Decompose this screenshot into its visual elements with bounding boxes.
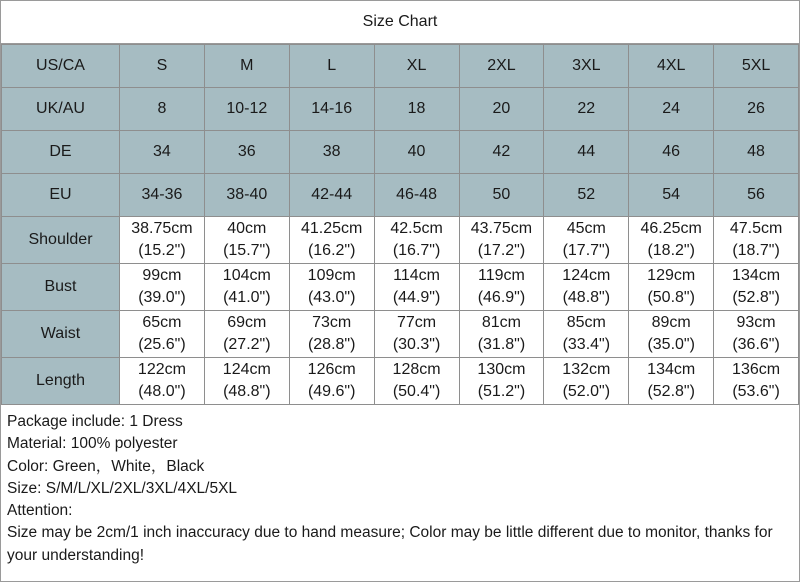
measure-cell xyxy=(544,311,629,358)
size-cell: 46-48 xyxy=(374,174,459,217)
measure-cell xyxy=(204,358,289,405)
product-info xyxy=(1,405,799,567)
inch-value: (18.7") xyxy=(732,242,780,259)
size-cell: 42 xyxy=(459,131,544,174)
inch-value: (27.2") xyxy=(223,336,271,353)
row-header: Bust xyxy=(2,264,120,311)
cm-value: 69cm xyxy=(227,314,267,331)
inch-value: (41.0") xyxy=(223,289,271,306)
measure-cell xyxy=(374,358,459,405)
inch-value: (35.0") xyxy=(647,336,695,353)
cm-value: 42.5cm xyxy=(390,220,443,237)
inch-value: (53.6") xyxy=(732,383,780,400)
color-info: Color: Green，White，Black xyxy=(7,457,205,475)
row-header: DE xyxy=(2,131,120,174)
inch-value: (30.3") xyxy=(392,336,441,353)
measure-cell xyxy=(289,217,374,264)
cm-value: 114cm xyxy=(393,267,440,284)
measure-cell xyxy=(714,358,799,405)
inch-value: (43.0") xyxy=(307,289,356,306)
inch-value: (39.0") xyxy=(138,289,186,306)
inch-value: (44.9") xyxy=(392,289,441,306)
measure-cell xyxy=(374,264,459,311)
row-header: Waist xyxy=(2,311,120,358)
size-row xyxy=(2,88,799,131)
inch-value: (48.0") xyxy=(138,383,186,400)
inch-value: (16.7") xyxy=(392,242,441,259)
cm-value: 124cm xyxy=(562,267,611,284)
row-header: UK/AU xyxy=(2,88,120,131)
measure-cell xyxy=(459,311,544,358)
inch-value: (17.2") xyxy=(477,242,526,259)
size-cell: 26 xyxy=(714,88,799,131)
measure-cell xyxy=(629,358,714,405)
size-row xyxy=(2,45,799,88)
size-cell: M xyxy=(204,45,289,88)
size-cell: 40 xyxy=(374,131,459,174)
cm-value: 41.25cm xyxy=(301,220,363,237)
size-cell: XL xyxy=(374,45,459,88)
size-cell: 46 xyxy=(629,131,714,174)
cm-value: 40cm xyxy=(227,220,267,237)
size-cell: 4XL xyxy=(629,45,714,88)
cm-value: 65cm xyxy=(142,314,182,331)
measure-cell xyxy=(204,217,289,264)
inch-value: (31.8") xyxy=(477,336,526,353)
size-cell: 34-36 xyxy=(120,174,205,217)
size-cell: 8 xyxy=(120,88,205,131)
cm-value: 119cm xyxy=(478,267,525,284)
size-info: Size: S/M/L/XL/2XL/3XL/4XL/5XL xyxy=(7,479,238,497)
size-cell: 38-40 xyxy=(204,174,289,217)
size-cell: L xyxy=(289,45,374,88)
row-header: Length xyxy=(2,358,120,405)
inch-value: (15.2") xyxy=(138,242,186,259)
size-cell: 50 xyxy=(459,174,544,217)
inch-value: (36.6") xyxy=(732,336,780,353)
measure-cell xyxy=(289,264,374,311)
measure-cell xyxy=(120,358,205,405)
size-cell: 42-44 xyxy=(289,174,374,217)
inch-value: (33.4") xyxy=(562,336,611,353)
inch-value: (28.8") xyxy=(307,336,356,353)
size-cell: 44 xyxy=(544,131,629,174)
measure-cell xyxy=(459,264,544,311)
measure-cell xyxy=(629,311,714,358)
cm-value: 38.75cm xyxy=(131,220,193,237)
cm-value: 93cm xyxy=(736,314,776,331)
cm-value: 109cm xyxy=(307,267,356,284)
size-cell: 10-12 xyxy=(204,88,289,131)
size-row xyxy=(2,131,799,174)
inch-value: (25.6") xyxy=(138,336,186,353)
cm-value: 47.5cm xyxy=(729,220,783,237)
size-cell: 22 xyxy=(544,88,629,131)
measure-cell xyxy=(544,217,629,264)
size-cell: 48 xyxy=(714,131,799,174)
inch-value: (17.7") xyxy=(562,242,611,259)
measure-cell xyxy=(120,311,205,358)
inch-value: (18.2") xyxy=(647,242,695,259)
inch-value: (48.8") xyxy=(562,289,611,306)
size-cell: 36 xyxy=(204,131,289,174)
measure-cell xyxy=(204,311,289,358)
measure-cell xyxy=(459,358,544,405)
cm-value: 45cm xyxy=(566,220,606,237)
measure-cell xyxy=(120,264,205,311)
inch-value: (50.4") xyxy=(392,383,441,400)
inch-value: (15.7") xyxy=(223,242,271,259)
size-cell: 34 xyxy=(120,131,205,174)
cm-value: 136cm xyxy=(732,361,781,378)
measure-row xyxy=(2,264,799,311)
inch-value: (52.0") xyxy=(562,383,611,400)
cm-value: 73cm xyxy=(312,314,352,331)
size-cell: 52 xyxy=(544,174,629,217)
measurement-note: Size may be 2cm/1 inch inaccuracy due to hand measure; Color may be little different due to monitor, thanks for your understanding! xyxy=(7,524,773,564)
inch-value: (52.8") xyxy=(732,289,780,306)
cm-value: 122cm xyxy=(137,361,186,378)
inch-value: (16.2") xyxy=(307,242,356,259)
cm-value: 104cm xyxy=(222,267,271,284)
cm-value: 128cm xyxy=(392,361,441,378)
size-cell: 54 xyxy=(629,174,714,217)
measure-cell xyxy=(714,311,799,358)
cm-value: 99cm xyxy=(142,267,182,284)
size-cell: 24 xyxy=(629,88,714,131)
cm-value: 89cm xyxy=(651,314,691,331)
cm-value: 130cm xyxy=(477,361,526,378)
measure-cell xyxy=(374,311,459,358)
attention-label: Attention: xyxy=(7,502,73,520)
measure-cell xyxy=(204,264,289,311)
package-info: Package include: 1 Dress xyxy=(7,413,183,430)
size-cell: 38 xyxy=(289,131,374,174)
cm-value: 124cm xyxy=(222,361,271,378)
size-cell: 2XL xyxy=(459,45,544,88)
measure-cell xyxy=(459,217,544,264)
inch-value: (49.6") xyxy=(307,383,356,400)
material-info: Material: 100% polyester xyxy=(7,435,178,453)
cm-value: 132cm xyxy=(562,361,611,378)
cm-value: 126cm xyxy=(307,361,356,378)
inch-value: (51.2") xyxy=(477,383,526,400)
measure-cell xyxy=(289,358,374,405)
inch-value: (50.8") xyxy=(647,289,695,306)
size-cell: 5XL xyxy=(714,45,799,88)
cm-value: 134cm xyxy=(647,361,696,378)
cm-value: 134cm xyxy=(732,267,781,284)
cm-value: 77cm xyxy=(397,314,437,331)
measure-cell xyxy=(544,264,629,311)
cm-value: 43.75cm xyxy=(470,220,533,237)
size-cell: 20 xyxy=(459,88,544,131)
row-header: US/CA xyxy=(2,45,120,88)
size-cell: 14-16 xyxy=(289,88,374,131)
measure-cell xyxy=(629,217,714,264)
measure-cell xyxy=(714,217,799,264)
measure-cell xyxy=(289,311,374,358)
inch-value: (52.8") xyxy=(647,383,695,400)
measure-row xyxy=(2,358,799,405)
size-table xyxy=(1,44,799,405)
size-cell: S xyxy=(120,45,205,88)
inch-value: (48.8") xyxy=(223,383,271,400)
row-header: EU xyxy=(2,174,120,217)
cm-value: 46.25cm xyxy=(640,220,702,237)
cm-value: 129cm xyxy=(647,267,696,284)
size-row xyxy=(2,174,799,217)
row-header: Shoulder xyxy=(2,217,120,264)
measure-cell xyxy=(714,264,799,311)
chart-title: Size Chart xyxy=(1,1,799,44)
measure-cell xyxy=(120,217,205,264)
cm-value: 81cm xyxy=(481,314,521,331)
size-cell: 56 xyxy=(714,174,799,217)
size-cell: 18 xyxy=(374,88,459,131)
measure-cell xyxy=(374,217,459,264)
inch-value: (46.9") xyxy=(477,289,526,306)
measure-cell xyxy=(629,264,714,311)
measure-row xyxy=(2,311,799,358)
measure-row xyxy=(2,217,799,264)
size-cell: 3XL xyxy=(544,45,629,88)
cm-value: 85cm xyxy=(566,314,606,331)
measure-cell xyxy=(544,358,629,405)
